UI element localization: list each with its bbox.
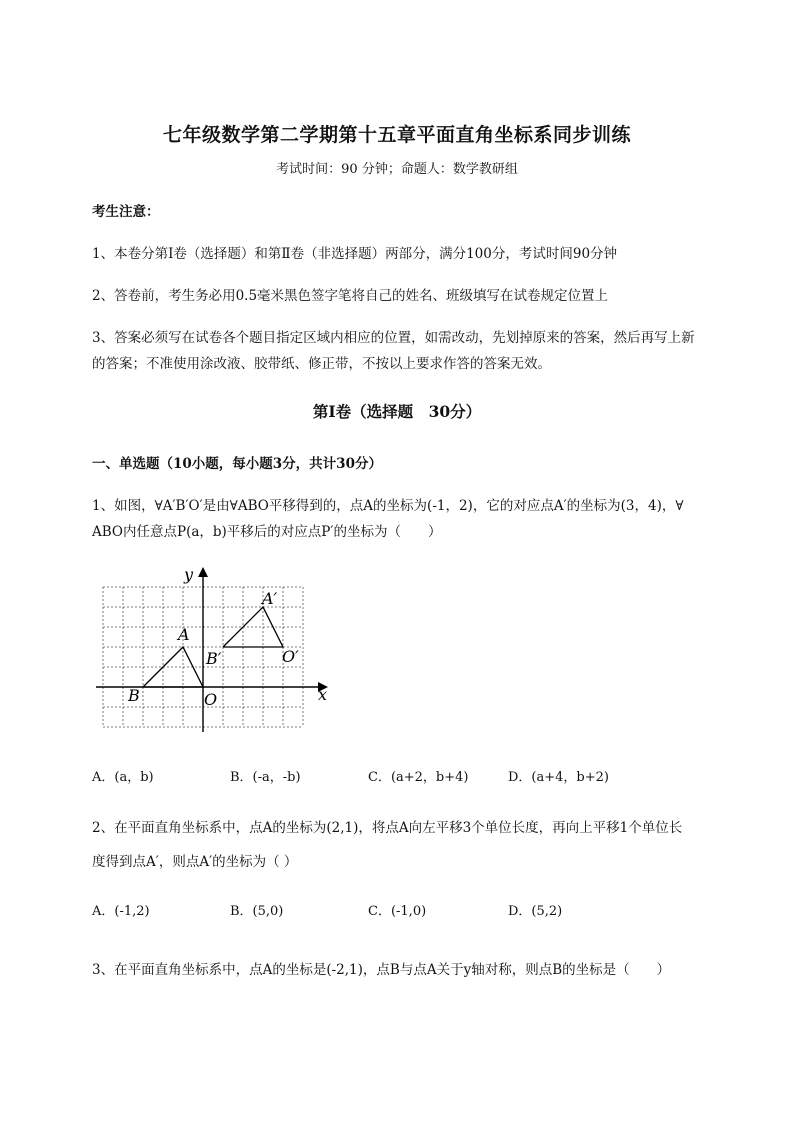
notice-item-2: 2、答卷前，考生务必用0.5毫米黑色签字笔将自己的姓名、班级填写在试卷规定位置上 [92, 288, 609, 304]
notice-item-3: 3、答案必须写在试卷各个题目指定区域内相应的位置，如需改动，先划掉原来的答案，然后再写上新 [92, 330, 695, 346]
q2-option-d[interactable]: D．(5,2) [508, 904, 563, 919]
q1-option-c[interactable]: C．(a+2，b+4) [368, 770, 469, 785]
point-b-prime-label: B′ [206, 649, 222, 668]
point-b-label: B [128, 686, 140, 705]
question-3-line-1: 3、在平面直角坐标系中，点A的坐标是(-2,1)，点B与点A关于y轴对称，则点B的坐标是（ ） [92, 962, 671, 978]
notice-item-1: 1、本卷分第Ⅰ卷（选择题）和第Ⅱ卷（非选择题）两部分，满分100分，考试时间90分钟 [92, 246, 618, 262]
y-axis-label: y [184, 565, 194, 584]
question-2-line-2: 度得到点A′，则点A′的坐标为（ ） [92, 854, 298, 870]
question-2-line-1: 2、在平面直角坐标系中，点A的坐标为(2,1)，将点A向左平移3个单位长度，再向上平移1个单位长 [92, 820, 683, 836]
point-o-prime-label: O′ [282, 647, 299, 666]
exam-title: 七年级数学第二学期第十五章平面直角坐标系同步训练 [162, 124, 631, 146]
exam-subtitle: 考试时间：90 分钟；命题人：数学教研组 [276, 162, 518, 177]
q2-option-a[interactable]: A．(-1,2) [92, 904, 150, 919]
x-axis-label: x [318, 685, 328, 704]
point-a-label: A [178, 625, 190, 644]
notice-item-3-cont: 的答案；不准使用涂改液、胶带纸、修正带，不按以上要求作答的答案无效。 [92, 356, 551, 372]
part1-title: 第Ⅰ卷（选择题 30分） [312, 402, 482, 421]
section-heading: 一、单选题（10小题，每小题3分，共计30分） [92, 456, 382, 472]
coordinate-figure [96, 562, 341, 734]
question-1-options [92, 766, 712, 786]
origin-label: O [204, 690, 218, 709]
q2-option-c[interactable]: C．(-1,0) [368, 904, 427, 919]
point-a-prime-label: A′ [262, 589, 278, 608]
question-2-options [92, 900, 712, 920]
question-1-line-1: 1、如图，∀A′B′O′是由∀ABO平移得到的，点A的坐标为(-1，2)，它的对应点A′的坐标为(3，4)，∀ [92, 498, 684, 514]
q1-option-b[interactable]: B．(-a，-b) [230, 770, 301, 785]
notice-heading: 考生注意： [92, 204, 160, 220]
q1-option-d[interactable]: D．(a+4，b+2) [508, 770, 609, 785]
question-1-line-2: ABO内任意点P(a，b)平移后的对应点P′的坐标为（ ） [92, 524, 442, 540]
y-axis-arrow [198, 567, 208, 577]
q2-option-b[interactable]: B．(5,0) [230, 904, 284, 919]
q1-option-a[interactable]: A．(a，b) [92, 770, 154, 785]
